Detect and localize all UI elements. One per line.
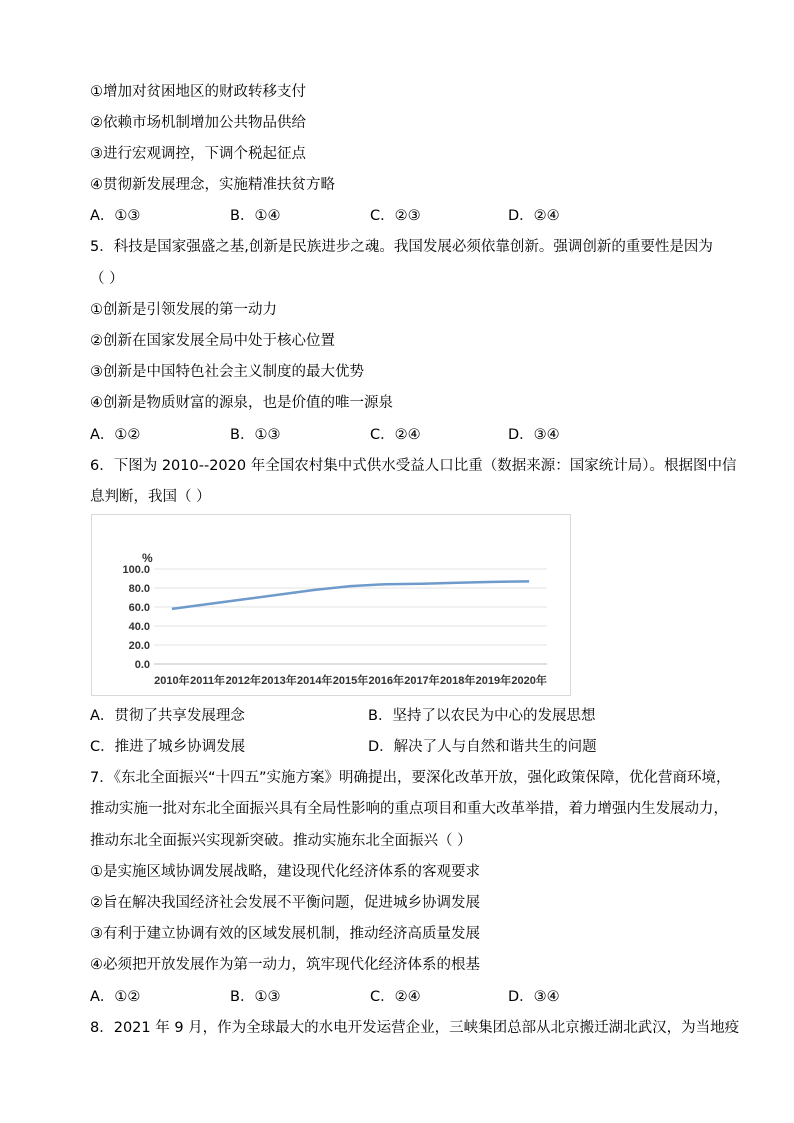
q4-option-c: C．②③ [370, 208, 421, 224]
q7-option-c: C．②④ [370, 989, 421, 1005]
x-tick-label: 2017年 [404, 675, 440, 687]
q5-option-d: D．③④ [508, 427, 560, 443]
y-tick-label: 80.0 [128, 583, 150, 595]
x-tick-label: 2018年 [439, 675, 476, 687]
line-chart [92, 515, 570, 695]
x-tick-label: 2011年 [190, 675, 226, 687]
q5-option-b: B．①③ [230, 427, 281, 443]
y-tick-label: 20.0 [128, 640, 150, 652]
q5-item-4: ④创新是物质财富的源泉，也是价值的唯一源泉 [90, 395, 393, 411]
q7-stem-line-3: 推动东北全面振兴实现新突破。推动实施东北全面振兴（ ） [90, 833, 472, 849]
q4-item-4: ④贯彻新发展理念，实施精准扶贫方略 [90, 177, 335, 193]
q6-options [90, 706, 710, 726]
q7-option-b: B．①③ [230, 989, 281, 1005]
y-axis-unit-label: % [142, 551, 153, 565]
q6-option-d: D．解决了人与自然和谐共生的问题 [368, 739, 597, 755]
q6-stem-line-2: 息判断，我国（ ） [90, 489, 211, 505]
q6-options-row-2 [90, 737, 710, 757]
y-tick-label: 60.0 [128, 602, 150, 614]
q4-option-a: A．①③ [90, 208, 141, 224]
q7-item-3: ③有利于建立协调有效的区域发展机制，推动经济高质量发展 [90, 926, 480, 942]
x-tick-label: 2020年 [511, 675, 547, 687]
q4-item-1: ①增加对贫困地区的财政转移支付 [90, 84, 306, 100]
q5-option-a: A．①② [90, 427, 141, 443]
x-tick-label: 2015年 [332, 675, 369, 687]
y-tick-label: 100.0 [122, 564, 150, 576]
x-tick-label: 2019年 [475, 675, 512, 687]
q7-options [90, 987, 710, 1007]
q5-item-1: ①创新是引领发展的第一动力 [90, 302, 277, 318]
q7-stem-line-1: 7．《东北全面振兴“十四五”实施方案》明确提出，要深化改革开放，强化政策保障，优化营商环境， [90, 770, 731, 786]
q5-option-c: C．②④ [370, 427, 421, 443]
q7-item-4: ④必须把开放发展作为第一动力，筑牢现代化经济体系的根基 [90, 957, 480, 973]
x-tick-label: 2010年 [154, 675, 190, 687]
q5-item-2: ②创新在国家发展全局中处于核心位置 [90, 333, 335, 349]
series-line [172, 581, 529, 609]
x-tick-label: 2016年 [368, 675, 404, 687]
q7-stem-line-2: 推动实施一批对东北全面振兴具有全局性影响的重点项目和重大改革举措，着力增强内生发展动力， [90, 801, 728, 817]
q4-item-3: ③进行宏观调控，下调个税起征点 [90, 146, 306, 162]
q7-option-d: D．③④ [508, 989, 560, 1005]
q6-option-c: C．推进了城乡协调发展 [90, 739, 246, 755]
q7-item-1: ①是实施区域协调发展战略，建设现代化经济体系的客观要求 [90, 864, 480, 880]
q4-item-2: ②依赖市场机制增加公共物品供给 [90, 115, 306, 131]
q4-option-b: B．①④ [230, 208, 281, 224]
q6-option-a: A．贯彻了共享发展理念 [90, 708, 245, 724]
q4-options [90, 206, 710, 226]
x-tick-label: 2014年 [297, 675, 333, 687]
q5-options [90, 425, 710, 445]
y-tick-label: 0.0 [134, 659, 150, 671]
q4-option-d: D．②④ [508, 208, 560, 224]
q6-option-b: B．坚持了以农民为中心的发展思想 [368, 708, 596, 724]
x-tick-label: 2013年 [261, 675, 297, 687]
q8-stem-line-1: 8．2021 年 9 月，作为全球最大的水电开发运营企业，三峡集团总部从北京搬迁湖北武汉，为当地疫 [90, 1020, 740, 1036]
q5-item-3: ③创新是中国特色社会主义制度的最大优势 [90, 364, 364, 380]
water-supply-chart [91, 514, 571, 696]
q7-option-a: A．①② [90, 989, 141, 1005]
q6-stem-line-1: 6．下图为 2010--2020 年全国农村集中式供水受益人口比重（数据来源：国家统计局）。根据图中信 [90, 458, 737, 474]
x-tick-label: 2012年 [225, 675, 262, 687]
q7-item-2: ②旨在解决我国经济社会发展不平衡问题，促进城乡协调发展 [90, 895, 480, 911]
y-tick-label: 40.0 [128, 621, 150, 633]
q5-stem-line-1: 5．科技是国家强盛之基,创新是民族进步之魂。我国发展必须依靠创新。强调创新的重要性是因为 [90, 239, 713, 255]
q5-stem-line-2: （ ） [90, 271, 124, 287]
